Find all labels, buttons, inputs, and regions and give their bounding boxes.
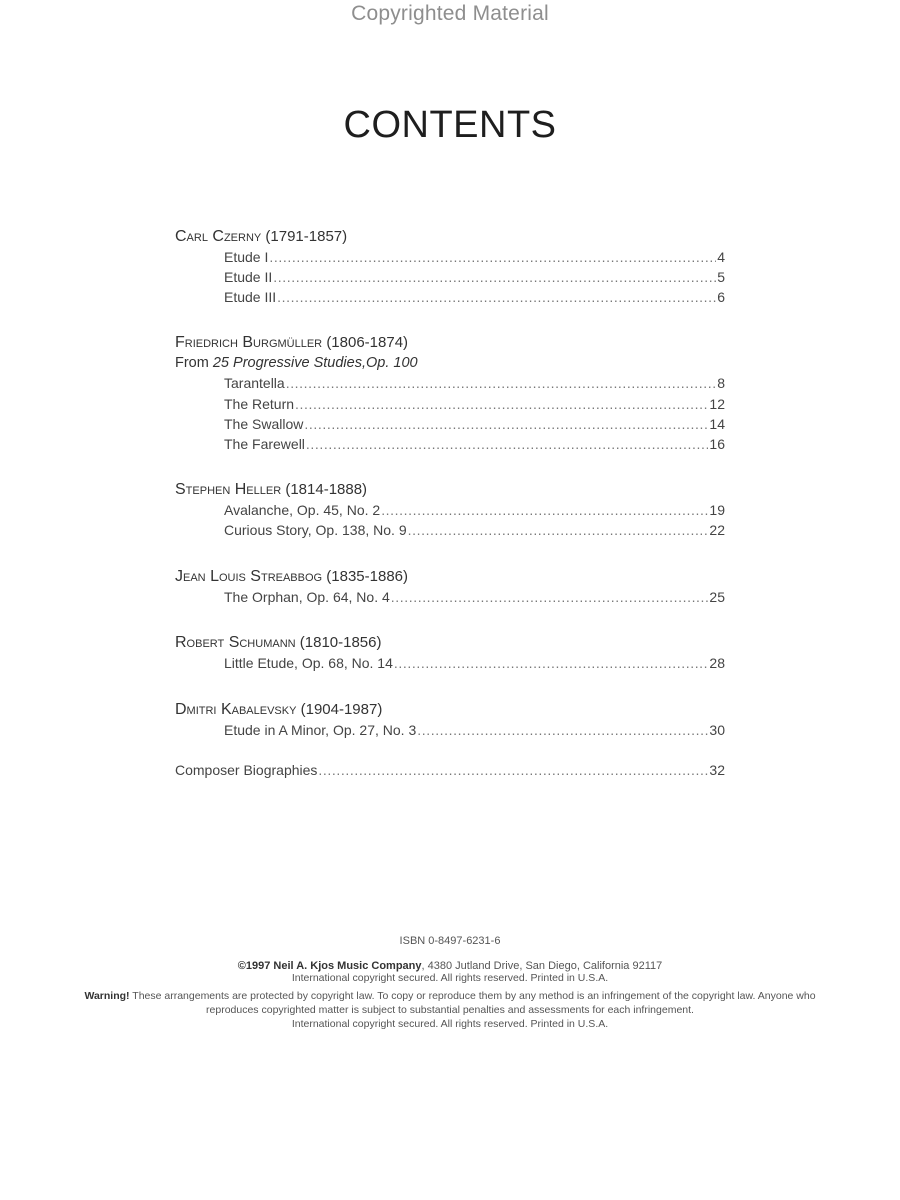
toc-entry[interactable] bbox=[224, 522, 725, 540]
page-title: CONTENTS bbox=[343, 104, 557, 146]
toc-entry[interactable] bbox=[224, 589, 725, 607]
entry-page: 30 bbox=[709, 722, 725, 738]
composer-dates: (1904-1987) bbox=[300, 701, 383, 718]
entry-title: Etude II bbox=[224, 269, 273, 285]
leader-dots bbox=[277, 289, 716, 305]
leader-dots bbox=[391, 589, 709, 605]
toc-entry[interactable] bbox=[224, 289, 725, 307]
composer-heading-streabbog bbox=[175, 568, 726, 586]
composer-heading-heller bbox=[175, 481, 726, 499]
entry-title: Curious Story, Op. 138, No. 9 bbox=[224, 522, 407, 538]
entry-page: 5 bbox=[717, 269, 725, 285]
composer-dates: (1835-1886) bbox=[326, 568, 409, 585]
leader-dots bbox=[269, 249, 716, 265]
toc-entry[interactable] bbox=[224, 375, 725, 393]
entry-page: 22 bbox=[709, 522, 725, 538]
leader-dots bbox=[306, 436, 709, 452]
toc-entry[interactable] bbox=[224, 722, 725, 740]
toc-entry[interactable] bbox=[224, 416, 725, 434]
entry-title: Avalanche, Op. 45, No. 2 bbox=[224, 502, 381, 518]
watermark: Copyrighted Material bbox=[351, 2, 549, 25]
copyright-notice: International copyright secured. All rights reserved. Printed in U.S.A. bbox=[291, 972, 609, 984]
warning-text: These arrangements are protected by copyright law. To copy or reproduce them by any method is an infringement of the copyright law. Anyone who reproduces copyrighted matter is subject to substantial penalties and assessments for each infringement. bbox=[129, 990, 816, 1016]
entry-title: The Swallow bbox=[224, 416, 304, 432]
composer-dates: (1814-1888) bbox=[285, 481, 368, 498]
entry-title: Etude in A Minor, Op. 27, No. 3 bbox=[224, 722, 417, 738]
entry-title: Tarantella bbox=[224, 375, 285, 391]
composer-dates: (1806-1874) bbox=[326, 334, 409, 351]
entry-title: The Orphan, Op. 64, No. 4 bbox=[224, 589, 390, 605]
warning-block bbox=[0, 989, 900, 1031]
leader-dots bbox=[408, 522, 709, 538]
leader-dots bbox=[381, 502, 708, 518]
leader-dots bbox=[286, 375, 717, 391]
source-work bbox=[175, 355, 418, 371]
composer-dates: (1791-1857) bbox=[265, 228, 348, 245]
toc-entry[interactable] bbox=[224, 249, 725, 267]
isbn: ISBN 0-8497-6231-6 bbox=[399, 935, 501, 947]
leader-dots bbox=[304, 416, 708, 432]
entry-title: Composer Biographies bbox=[175, 762, 318, 778]
composer-heading-schumann bbox=[175, 634, 726, 652]
entry-page: 19 bbox=[709, 502, 725, 518]
toc-entry[interactable] bbox=[224, 269, 725, 287]
copyright-notice-2: International copyright secured. All rights reserved. Printed in U.S.A. bbox=[291, 1018, 609, 1030]
toc-entry[interactable] bbox=[224, 436, 725, 454]
publisher-address: , 4380 Jutland Drive, San Diego, California 92117 bbox=[421, 960, 663, 972]
leader-dots bbox=[394, 655, 709, 671]
entry-title: Little Etude, Op. 68, No. 14 bbox=[224, 655, 393, 671]
entry-page: 16 bbox=[709, 436, 725, 452]
composer-name: Friedrich Burgmüller bbox=[175, 334, 323, 351]
entry-title: Etude I bbox=[224, 249, 269, 265]
composer-name: Jean Louis Streabbog bbox=[175, 568, 323, 585]
composer-name: Carl Czerny bbox=[175, 228, 262, 245]
composer-dates: (1810-1856) bbox=[299, 634, 382, 651]
entry-page: 4 bbox=[717, 249, 725, 265]
entry-page: 32 bbox=[709, 762, 725, 778]
entry-page: 25 bbox=[709, 589, 725, 605]
toc-entry[interactable] bbox=[224, 396, 725, 414]
entry-title: The Return bbox=[224, 396, 295, 412]
leader-dots bbox=[318, 762, 708, 778]
composer-heading-czerny bbox=[175, 228, 726, 246]
leader-dots bbox=[273, 269, 716, 285]
copyright-block bbox=[0, 960, 900, 984]
composer-name: Dmitri Kabalevsky bbox=[175, 701, 297, 718]
entry-page: 6 bbox=[717, 289, 725, 305]
entry-title: The Farewell bbox=[224, 436, 305, 452]
toc-entry[interactable] bbox=[224, 502, 725, 520]
composer-name: Stephen Heller bbox=[175, 481, 282, 498]
source-title: 25 Progressive Studies,Op. 100 bbox=[212, 355, 418, 371]
composer-heading-kabalevsky bbox=[175, 701, 726, 719]
composer-heading-burgmuller bbox=[175, 334, 726, 352]
leader-dots bbox=[417, 722, 708, 738]
toc-entry-biographies[interactable] bbox=[175, 762, 725, 780]
publisher-name: ©1997 Neil A. Kjos Music Company bbox=[237, 960, 422, 972]
toc-entry[interactable] bbox=[224, 655, 725, 673]
entry-page: 8 bbox=[717, 375, 725, 391]
leader-dots bbox=[295, 396, 708, 412]
entry-page: 12 bbox=[709, 396, 725, 412]
entry-title: Etude III bbox=[224, 289, 277, 305]
warning-label: Warning! bbox=[84, 990, 130, 1002]
entry-page: 14 bbox=[709, 416, 725, 432]
entry-page: 28 bbox=[709, 655, 725, 671]
source-prefix: From bbox=[175, 355, 213, 371]
composer-name: Robert Schumann bbox=[175, 634, 296, 651]
